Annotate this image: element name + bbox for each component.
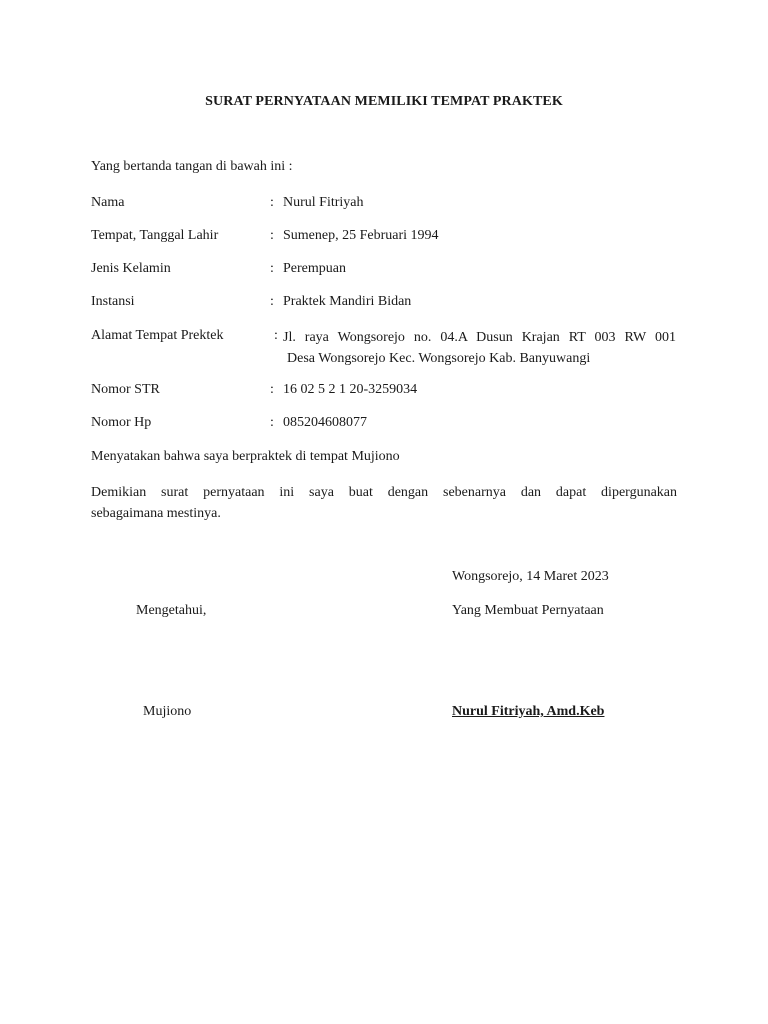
field-label: Nama	[91, 195, 125, 210]
field-value	[283, 327, 676, 369]
field-label: Jenis Kelamin	[91, 261, 171, 276]
document-title: SURAT PERNYATAAN MEMILIKI TEMPAT PRAKTEK	[205, 94, 563, 109]
field-separator: :	[270, 382, 274, 397]
field-label: Alamat Tempat Prektek	[91, 328, 224, 343]
maker-label: Yang Membuat Pernyataan	[452, 603, 604, 618]
intro-text: Yang bertanda tangan di bawah ini :	[91, 159, 293, 174]
place-date: Wongsorejo, 14 Maret 2023	[452, 569, 609, 584]
closing-line-2: sebagaimana mestinya.	[91, 506, 221, 521]
acknowledged-name: Mujiono	[143, 704, 192, 719]
maker-name: Nurul Fitriyah, Amd.Keb	[452, 704, 605, 719]
field-value: Nurul Fitriyah	[283, 195, 364, 210]
field-value: Praktek Mandiri Bidan	[283, 294, 412, 309]
field-label: Nomor Hp	[91, 415, 152, 430]
field-separator: :	[270, 294, 274, 309]
address-line-2: Desa Wongsorejo Kec. Wongsorejo Kab. Banyuwangi	[287, 351, 591, 366]
field-separator: :	[270, 261, 274, 276]
field-separator: :	[274, 328, 278, 343]
acknowledged-label: Mengetahui,	[136, 603, 207, 618]
field-value: 085204608077	[283, 415, 367, 430]
field-value: Sumenep, 25 Februari 1994	[283, 228, 439, 243]
field-label: Nomor STR	[91, 382, 160, 397]
field-separator: :	[270, 228, 274, 243]
statement-text: Menyatakan bahwa saya berpraktek di tempat Mujiono	[91, 449, 400, 464]
address-line-1: Jl. raya Wongsorejo no. 04.A Dusun Krajan RT 003 RW 001	[283, 330, 676, 345]
field-label: Tempat, Tanggal Lahir	[91, 228, 219, 243]
field-value: 16 02 5 2 1 20-3259034	[283, 382, 418, 397]
closing-line-1: Demikian surat pernyataan ini saya buat dengan sebenarnya dan dapat dipergunakan	[91, 485, 677, 500]
field-label: Instansi	[91, 294, 135, 309]
field-value: Perempuan	[283, 261, 346, 276]
field-separator: :	[270, 415, 274, 430]
field-separator: :	[270, 195, 274, 210]
closing-paragraph	[91, 482, 677, 524]
